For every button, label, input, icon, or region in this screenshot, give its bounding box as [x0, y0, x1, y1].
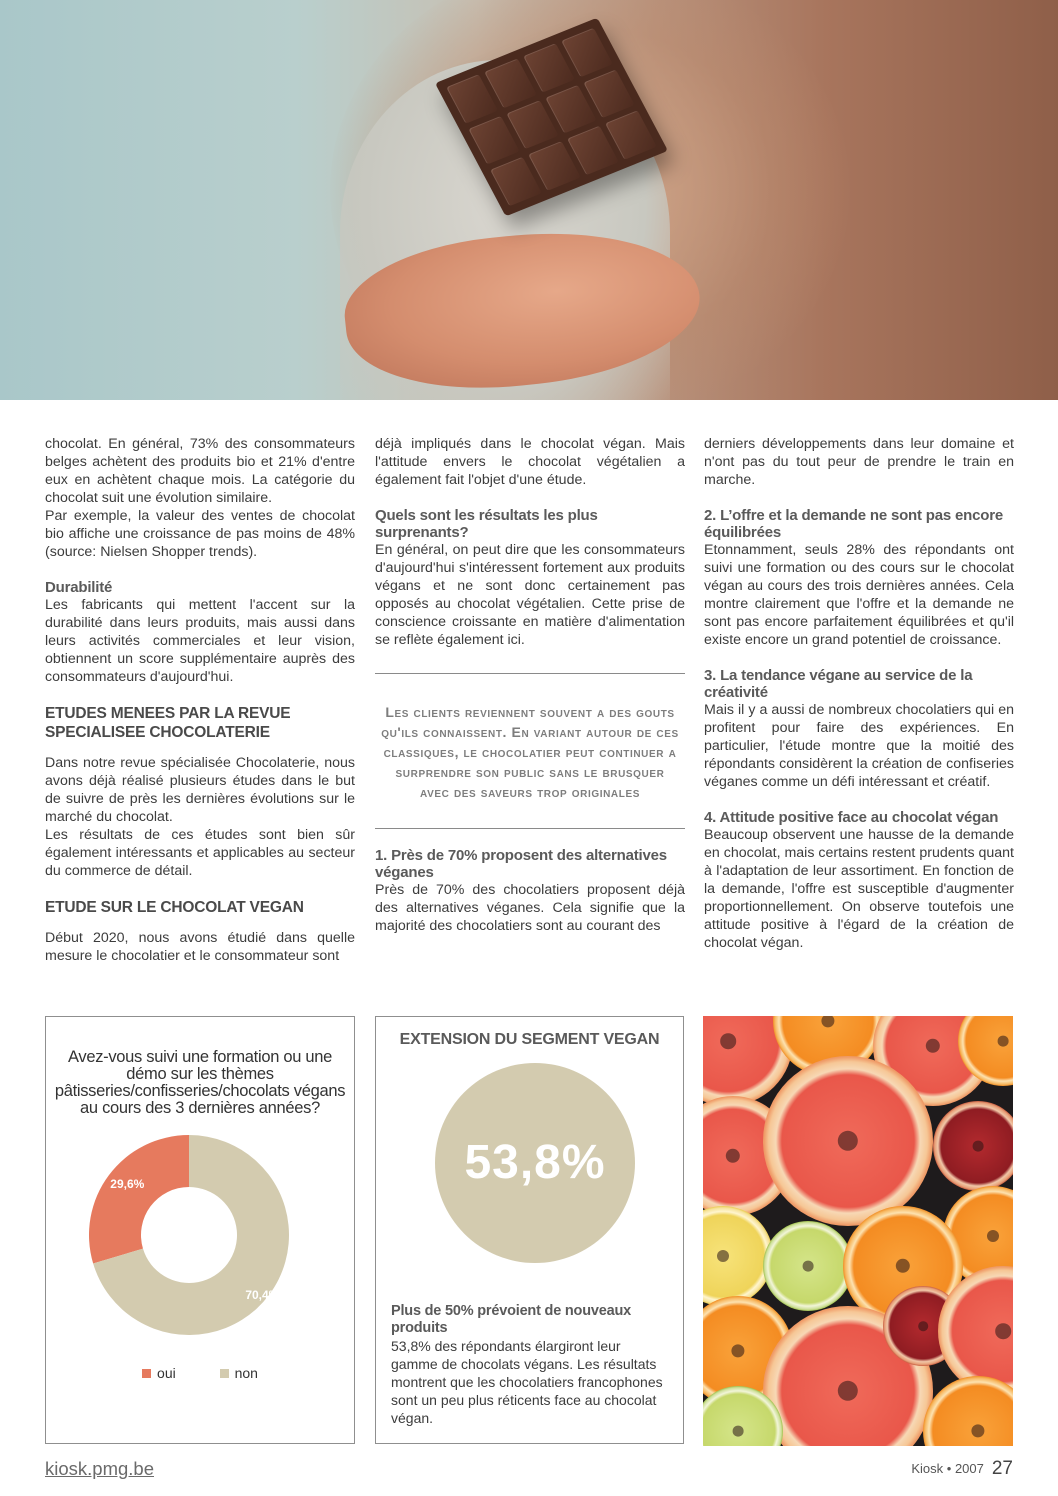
- point2-heading: 2. L’offre et la demande ne sont pas encore équilibrées: [704, 507, 1003, 541]
- citrus-photo: [703, 1016, 1013, 1446]
- etudes-text-1: Dans notre revue spécialisée Chocolaterie, nous avons déjà réalisé plusieurs études dans le but de suivre de près les dernières évolutions sur le marché du chocolat.: [45, 755, 355, 825]
- etudes-heading: ETUDES MENEES PAR LA REVUE SPECIALISEE CHOCOLATERIE: [45, 705, 291, 741]
- donut-label-oui: 29,6%: [110, 1176, 145, 1191]
- extension-subtitle: Plus de 50% prévoient de nouveaux produits: [391, 1303, 631, 1336]
- footer-issue: [911, 1458, 1013, 1480]
- vegan-study-text: Début 2020, nous avons étudié dans quelle mesure le chocolatier et le consommateur sont: [45, 930, 355, 964]
- point4-heading: 4. Attitude positive face au chocolat végan: [704, 809, 999, 826]
- survey-chart-panel: [45, 1016, 355, 1444]
- pull-quote: Les clients reviennent souvent a des gouts qu'ils connaissent. En variant autour de ces classiques, le chocolatier peut continuer a surprendre son public sans le brusquer avec des saveurs trop originales: [375, 673, 685, 829]
- legend-item-non: [220, 1365, 258, 1381]
- vegan-study-heading: ETUDE SUR LE CHOCOLAT VEGAN: [45, 899, 304, 916]
- legend-label-non: non: [234, 1365, 258, 1381]
- legend-swatch-non: [220, 1369, 229, 1378]
- extension-body: [391, 1303, 668, 1427]
- col1-intro2: Par exemple, la valeur des ventes de chocolat bio affiche une croissance de pas moins de 48% (source: Nielsen Shopper trends).: [45, 508, 355, 560]
- donut-chart: [89, 1135, 289, 1335]
- point3-heading: 3. La tendance végane au service de la créativité: [704, 667, 973, 701]
- footer-issue-label: Kiosk • 2007: [911, 1461, 984, 1476]
- extension-circle: [435, 1063, 635, 1263]
- col2-intro: déjà impliqués dans le chocolat végan. Mais l'attitude envers le chocolat végétalien a également fait l'objet d'une étude.: [375, 436, 685, 488]
- col1-intro: chocolat. En général, 73% des consommateurs belges achètent des produits bio et 21% d'entre eux en achètent chaque mois. La catégorie du chocolat suit une évolution similaire.: [45, 436, 355, 506]
- durabilite-heading: Durabilité: [45, 579, 113, 596]
- chart-legend: [46, 1365, 354, 1381]
- article-column-1: [45, 435, 355, 965]
- legend-label-oui: oui: [157, 1365, 176, 1381]
- donut-slice-oui: [89, 1135, 189, 1264]
- extension-percentage: 53,8%: [464, 1136, 606, 1189]
- point4-text: Beaucoup observent une hausse de la demande en chocolat, mais certains restent prudents quant à l'adaptation de leur assortiment. En fonction de la demande, l'offre est susceptible d'augmenter proportionnellement. On observe toutefois une attitude positive à l'égard de la création de chocolat végan.: [704, 827, 1014, 951]
- extension-text: 53,8% des répondants élargiront leur gamme de chocolats végans. Les résultats montrent que les chocolatiers francophones sont un peu plus réticents face au chocolat végan.: [391, 1338, 663, 1426]
- legend-item-oui: [142, 1365, 176, 1381]
- results-heading: Quels sont les résultats les plus surprenants?: [375, 507, 598, 541]
- footer-site-link[interactable]: kiosk.pmg.be: [45, 1458, 154, 1479]
- col3-intro: derniers développements dans leur domaine et n'ont pas du tout peur de prendre le train en marche.: [704, 436, 1014, 488]
- chart-question-title: Avez-vous suivi une formation ou une démo sur les thèmes pâtisseries/confisseries/chocolats végans au cours des 3 dernières années?: [54, 1048, 346, 1117]
- extension-title: EXTENSION DU SEGMENT VEGAN: [399, 1031, 660, 1048]
- point2-text: Etonnamment, seuls 28% des répondants ont suivi une formation ou des cours sur le chocolat végan au cours des trois dernières années. Cela montre clairement que l'offre et la demande ne sont pas encore parfaitement équilibrées et qu'il existe encore un grand potentiel de croissance.: [704, 542, 1014, 648]
- results-text: En général, on peut dire que les consommateurs d'aujourd'hui s'intéressent fortement aux produits végans et ne sont donc certainement pas opposés au chocolat végétalien. Cette prise de conscience croissante en matière d'alimentation se reflète également ici.: [375, 542, 685, 648]
- article-column-2: [375, 435, 685, 935]
- hero-photo-chocolate: [0, 0, 1058, 400]
- etudes-text-2: Les résultats de ces études sont bien sûr également intéressants et applicables au secteur du commerce de détail.: [45, 827, 355, 879]
- extension-panel: [375, 1016, 684, 1444]
- point1-heading: 1. Près de 70% proposent des alternatives véganes: [375, 847, 667, 881]
- donut-label-non: 70,4%: [245, 1288, 280, 1303]
- legend-swatch-oui: [142, 1369, 151, 1378]
- point1-text: Près de 70% des chocolatiers proposent déjà des alternatives véganes. Cela signifie que la majorité des chocolatiers sont au courant des: [375, 882, 685, 934]
- page-number: 27: [991, 1458, 1013, 1479]
- point3-text: Mais il y a aussi de nombreux chocolatiers qui en profitent pour faire des expériences. En particulier, l'étude montre que la moitié des répondants considèrent la création de confiseries véganes comme un défi intéressant et créatif.: [704, 702, 1014, 790]
- article-column-3: [704, 435, 1014, 952]
- durabilite-text: Les fabricants qui mettent l'accent sur la durabilité dans leurs produits, mais aussi dans leurs activités commerciales et leur vision, obtiennent un score supplémentaire auprès des consommateurs d'aujourd'hui.: [45, 597, 355, 685]
